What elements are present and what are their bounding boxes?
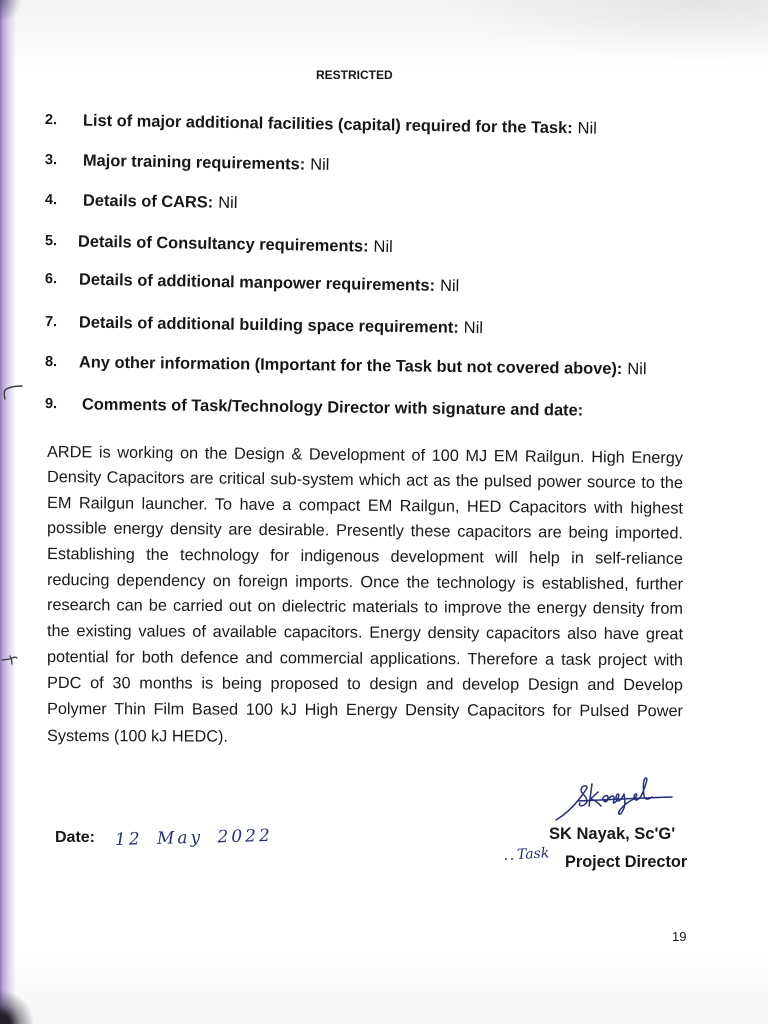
- list-item: [0, 229, 720, 264]
- item-number: 2.: [44, 111, 58, 128]
- paragraph-line: potential for both defence and commercial applications. Therefore a task project with: [46, 647, 684, 669]
- item-label: Details of Consultancy requirements:: [77, 232, 369, 256]
- ink-dot: [505, 858, 507, 860]
- list-item: [0, 350, 720, 381]
- signature-stroke: [602, 778, 652, 814]
- item-number: 7.: [44, 313, 58, 330]
- list-item: [0, 310, 720, 342]
- signatory-role: Project Director: [565, 852, 688, 871]
- item-number: 3.: [44, 151, 58, 168]
- item-text: [83, 149, 330, 176]
- list-item: [0, 148, 720, 183]
- scan-corner-shadow-bottom: [0, 984, 40, 1024]
- list-item: [0, 188, 720, 221]
- item-label: List of major additional facilities (capital) required for the Task:: [82, 111, 573, 137]
- item-text: [82, 393, 583, 422]
- paragraph-line: research can be carried out on dielectric materials to improve the energy density from: [46, 596, 684, 618]
- item-text: [79, 311, 483, 340]
- item-number: 6.: [44, 270, 58, 287]
- list-item: [0, 392, 720, 423]
- item-number: 5.: [44, 232, 58, 249]
- item-value: Nil: [310, 155, 330, 174]
- item-label: Details of additional manpower requirements:: [78, 270, 436, 295]
- item-label: Details of additional building space requirement:: [78, 312, 459, 337]
- paragraph-line: the existing values of available capacitors. Energy density capacitors also have great: [46, 621, 684, 643]
- item-number: 8.: [44, 353, 58, 370]
- page-number: 19: [672, 929, 687, 944]
- item-value: Nil: [627, 359, 647, 378]
- item-number: 4.: [44, 191, 58, 208]
- item-text: [79, 268, 460, 298]
- paragraph-line: EM Railgun launcher. To have a compact EM Railgun, HED Capacitors with highest: [46, 493, 684, 518]
- date-label: Date:: [55, 828, 96, 846]
- item-number: 9.: [44, 395, 58, 412]
- paragraph-line: reducing dependency on foreign imports. Once the technology is established, further: [46, 570, 684, 593]
- item-text: [79, 351, 647, 381]
- paragraph-line: Polymer Thin Film Based 100 kJ High Energy Density Capacitors for Pulsed Power: [46, 699, 684, 720]
- paragraph-line: ARDE is working on the Design & Development of 100 MJ EM Railgun. High Energy: [46, 442, 684, 467]
- signature-stroke: [556, 786, 587, 820]
- item-value: Nil: [463, 318, 484, 337]
- paragraph-line: Establishing the technology for indigenous development will help in self-reliance: [46, 544, 684, 568]
- scan-corner-shadow-top: [0, 0, 26, 26]
- item-label: Comments of Task/Technology Director with signature and date:: [81, 394, 584, 420]
- classification-marking: RESTRICTED: [316, 68, 393, 82]
- item-label: Any other information (Important for the Task but not covered above):: [78, 352, 623, 378]
- item-value: Nil: [373, 237, 393, 256]
- item-label: Major training requirements:: [82, 151, 306, 174]
- item-label: Details of CARS:: [82, 191, 214, 212]
- ink-dot: [511, 858, 513, 860]
- paragraph-line: Systems (100 kJ HEDC).: [46, 726, 228, 746]
- item-value: Nil: [577, 118, 598, 138]
- item-value: Nil: [218, 193, 238, 212]
- list-item: [0, 108, 720, 141]
- handwritten-date: 12 May 2022: [114, 825, 274, 850]
- paragraph-line: PDC of 30 months is being proposed to design and develop Design and Develop: [46, 673, 684, 694]
- list-item: [0, 267, 720, 302]
- item-text: [83, 109, 597, 140]
- handwritten-role-annotation: Task: [516, 845, 550, 863]
- item-text: [78, 230, 393, 258]
- item-value: Nil: [439, 276, 460, 295]
- margin-mark: [0, 652, 22, 668]
- paragraph-line: possible energy density are desirable. Presently these capacitors are being imported.: [46, 519, 684, 543]
- signature-stroke: [589, 784, 601, 806]
- paragraph-line: Density Capacitors are critical sub-system which act as the pulsed power source to the: [46, 468, 684, 493]
- item-text: [83, 189, 238, 214]
- signatory-name: SK Nayak, Sc'G': [549, 824, 676, 843]
- signature: [548, 770, 678, 828]
